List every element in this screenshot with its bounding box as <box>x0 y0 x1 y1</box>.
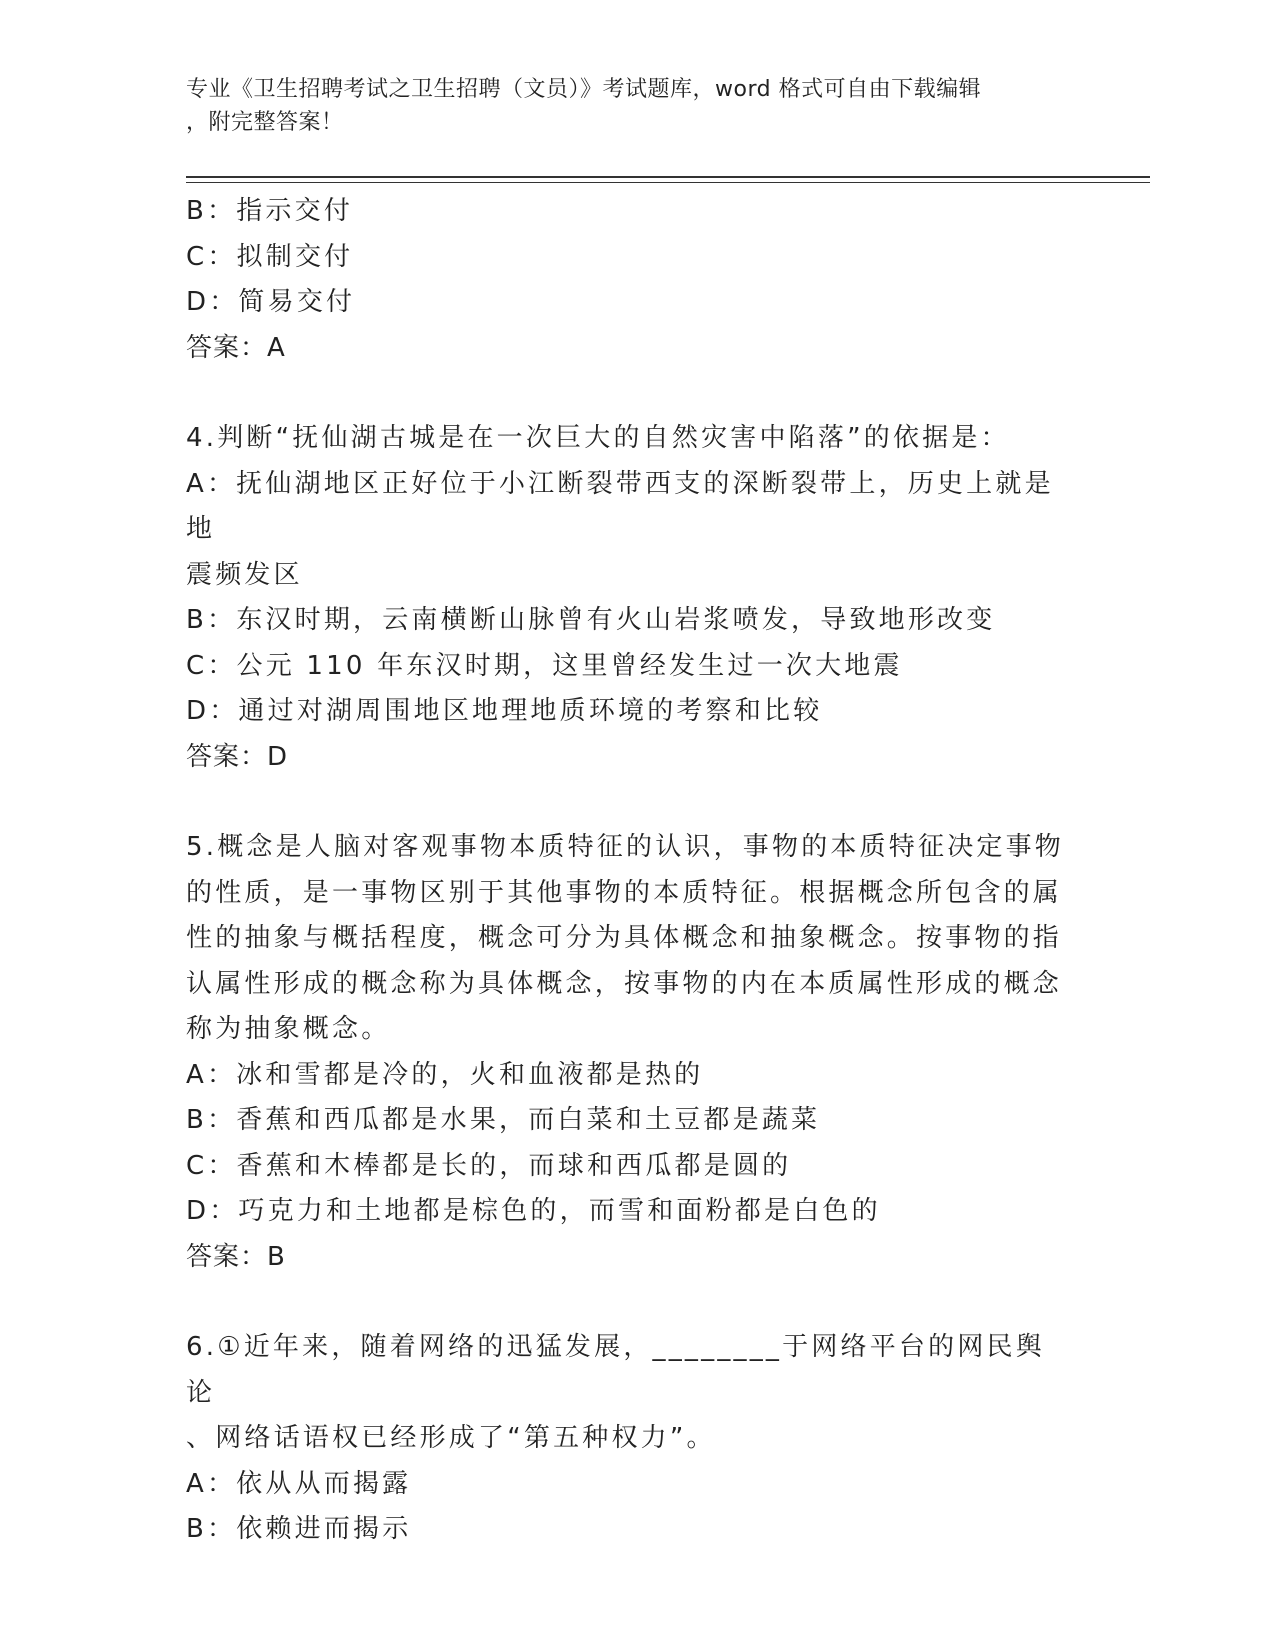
spacer <box>186 1280 1066 1325</box>
q5-option-b: B：香蕉和西瓜都是水果，而白菜和土豆都是蔬菜 <box>186 1105 821 1135</box>
q6-option-b: B：依赖进而揭示 <box>186 1514 412 1544</box>
q4-option-a-line-1: A：抚仙湖地区正好位于小江断裂带西支的深断裂带上，历史上就是地 <box>186 468 1054 544</box>
q5-stem-line-2: 的性质，是一事物区别于其他事物的本质特征。根据概念所包含的属 <box>186 877 1063 908</box>
q5-stem-line-4: 认属性形成的概念称为具体概念，按事物的内在本质属性形成的概念 <box>186 968 1063 999</box>
q5-stem-line-1: 5.概念是人脑对客观事物本质特征的认识，事物的本质特征决定事物 <box>186 832 1065 862</box>
question-3-continued <box>186 189 1066 371</box>
spacer <box>186 371 1066 416</box>
question-6 <box>186 1325 1066 1553</box>
spacer <box>186 780 1066 825</box>
q4-option-c: C：公元 110 年东汉时期，这里曾经发生过一次大地震 <box>186 650 903 681</box>
q6-stem-line-1: 6.①近年来，随着网络的迅猛发展，________于网络平台的网民舆论 <box>186 1332 1045 1408</box>
question-4 <box>186 416 1066 780</box>
document-header <box>186 73 1086 139</box>
q4-option-d: D：通过对湖周围地区地理地质环境的考察和比较 <box>186 696 823 726</box>
q4-option-a-line-2: 震频发区 <box>186 559 303 590</box>
header-divider-thin <box>186 182 1150 183</box>
q3-option-c: C：拟制交付 <box>186 241 354 272</box>
question-5 <box>186 825 1066 1280</box>
q6-option-a: A：依从从而揭露 <box>186 1468 412 1499</box>
q5-option-d: D：巧克力和土地都是棕色的，而雪和面粉都是白色的 <box>186 1196 881 1226</box>
q5-stem-line-5: 称为抽象概念。 <box>186 1014 391 1044</box>
q3-option-b: B：指示交付 <box>186 196 354 226</box>
question-list <box>186 189 1066 1553</box>
q5-option-c: C：香蕉和木棒都是长的，而球和西瓜都是圆的 <box>186 1150 792 1181</box>
q5-stem-line-3: 性的抽象与概括程度，概念可分为具体概念和抽象概念。按事物的指 <box>186 923 1063 953</box>
q3-option-d: D：简易交付 <box>186 287 356 317</box>
q3-answer: 答案：A <box>186 332 286 363</box>
header-title-line-1: 专业《卫生招聘考试之卫生招聘（文员）》考试题库，word 格式可自由下载编辑 <box>186 77 982 102</box>
q5-option-a: A：冰和雪都是冷的，火和血液都是热的 <box>186 1059 704 1090</box>
q4-option-b: B：东汉时期，云南横断山脉曾有火山岩浆喷发，导致地形改变 <box>186 605 996 635</box>
q4-stem: 4.判断“抚仙湖古城是在一次巨大的自然灾害中陷落”的依据是： <box>186 423 1010 453</box>
header-title-line-2: ，附完整答案！ <box>186 110 344 135</box>
q5-answer: 答案：B <box>186 1241 286 1272</box>
q6-stem-line-2: 、网络话语权已经形成了“第五种权力”。 <box>186 1423 716 1453</box>
header-divider-thick <box>186 176 1150 178</box>
q4-answer: 答案：D <box>186 741 289 772</box>
